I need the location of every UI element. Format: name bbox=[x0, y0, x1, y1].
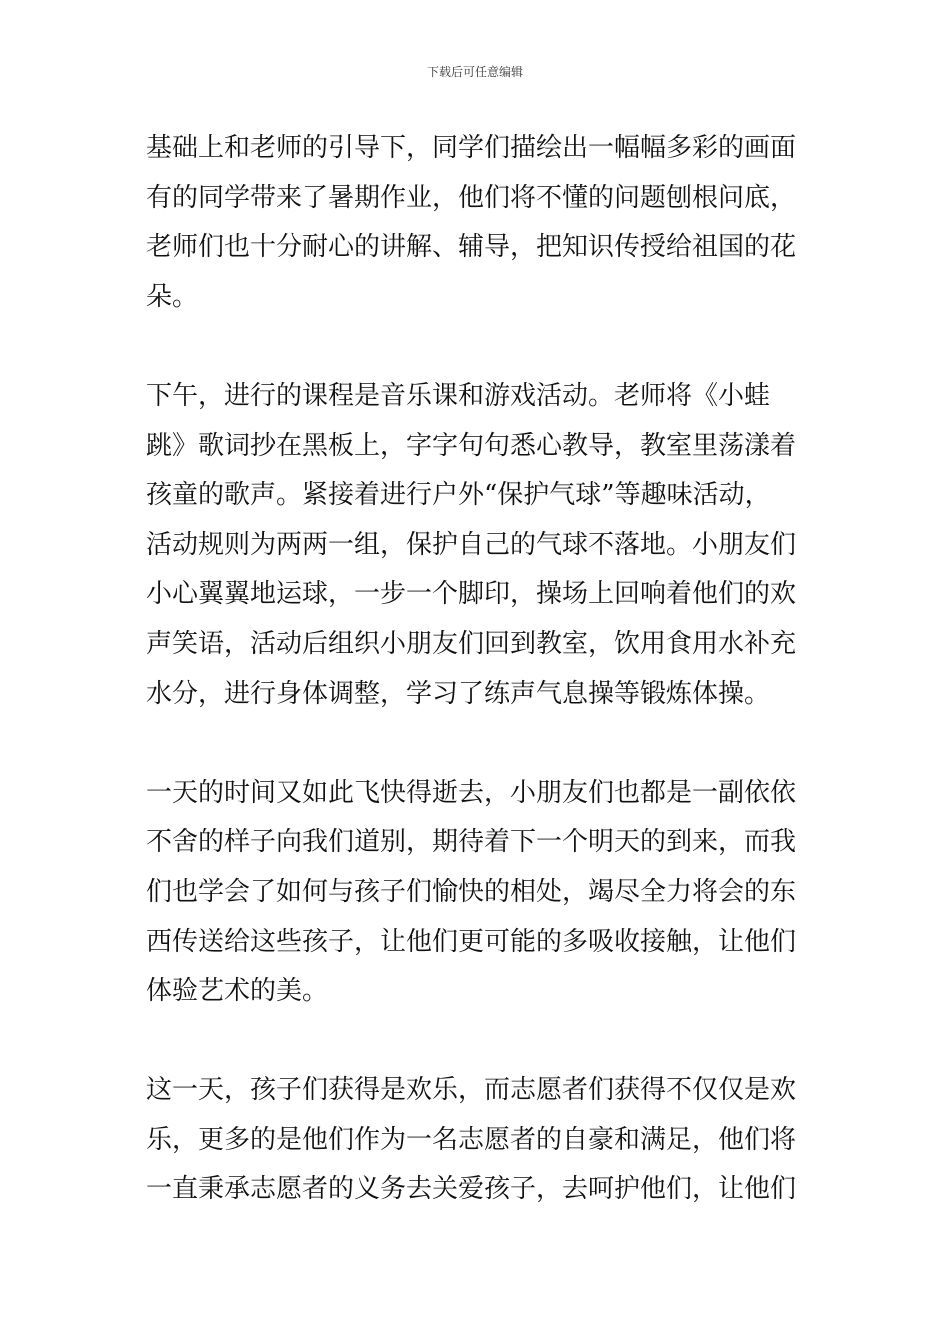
text-line: 一天的时间又如此飞快得逝去，小朋友们也都是一副依依 bbox=[146, 777, 797, 808]
text-line: 老师们也十分耐心的讲解、辅导，把知识传授给祖国的花 bbox=[146, 232, 797, 263]
text-line: 跳》歌词抄在黑板上，字字句句悉心教导，教室里荡漾着 bbox=[146, 430, 797, 461]
text-line: 乐，更多的是他们作为一名志愿者的自豪和满足，他们将 bbox=[146, 1124, 797, 1155]
paragraph-gap bbox=[146, 322, 811, 372]
text-line: 声笑语，活动后组织小朋友们回到教室，饮用食用水补充 bbox=[146, 628, 797, 659]
paragraph-gap bbox=[146, 719, 811, 769]
paragraph bbox=[146, 124, 811, 322]
page-header: 下载后可任意编辑 bbox=[426, 65, 523, 79]
paragraph bbox=[146, 1066, 811, 1215]
document-body bbox=[146, 124, 811, 1215]
text-line: 不舍的样子向我们道别，期待着下一个明天的到来，而我 bbox=[146, 827, 797, 858]
paragraph-gap bbox=[146, 1017, 811, 1067]
text-line: 基础上和老师的引导下，同学们描绘出一幅幅多彩的画面 bbox=[146, 133, 797, 163]
text-line: 孩童的歌声。紧接着进行户外“保护气球”等趣味活动， bbox=[146, 480, 771, 511]
text-line: 一直秉承志愿者的义务去关爱孩子，去呵护他们，让他们 bbox=[146, 1174, 797, 1205]
text-line: 们也学会了如何与孩子们愉快的相处，竭尽全力将会的东 bbox=[146, 876, 797, 907]
text-line: 体验艺术的美。 bbox=[146, 976, 329, 1007]
text-line: 下午，进行的课程是音乐课和游戏活动。老师将《小蛙 bbox=[146, 380, 771, 411]
text-line: 这一天，孩子们获得是欢乐，而志愿者们获得不仅仅是欢 bbox=[146, 1075, 797, 1106]
text-line: 水分，进行身体调整，学习了练声气息操等锻炼体操。 bbox=[146, 678, 771, 709]
text-line: 活动规则为两两一组，保护自己的气球不落地。小朋友们 bbox=[146, 529, 797, 560]
text-line: 朵。 bbox=[146, 281, 199, 312]
text-line: 小心翼翼地运球，一步一个脚印，操场上回响着他们的欢 bbox=[146, 579, 797, 610]
text-line: 西传送给这些孩子，让他们更可能的多吸收接触，让他们 bbox=[146, 926, 797, 957]
text-line: 有的同学带来了暑期作业，他们将不懂的问题刨根问底， bbox=[146, 182, 797, 213]
paragraph bbox=[146, 769, 811, 1017]
paragraph bbox=[146, 372, 811, 719]
